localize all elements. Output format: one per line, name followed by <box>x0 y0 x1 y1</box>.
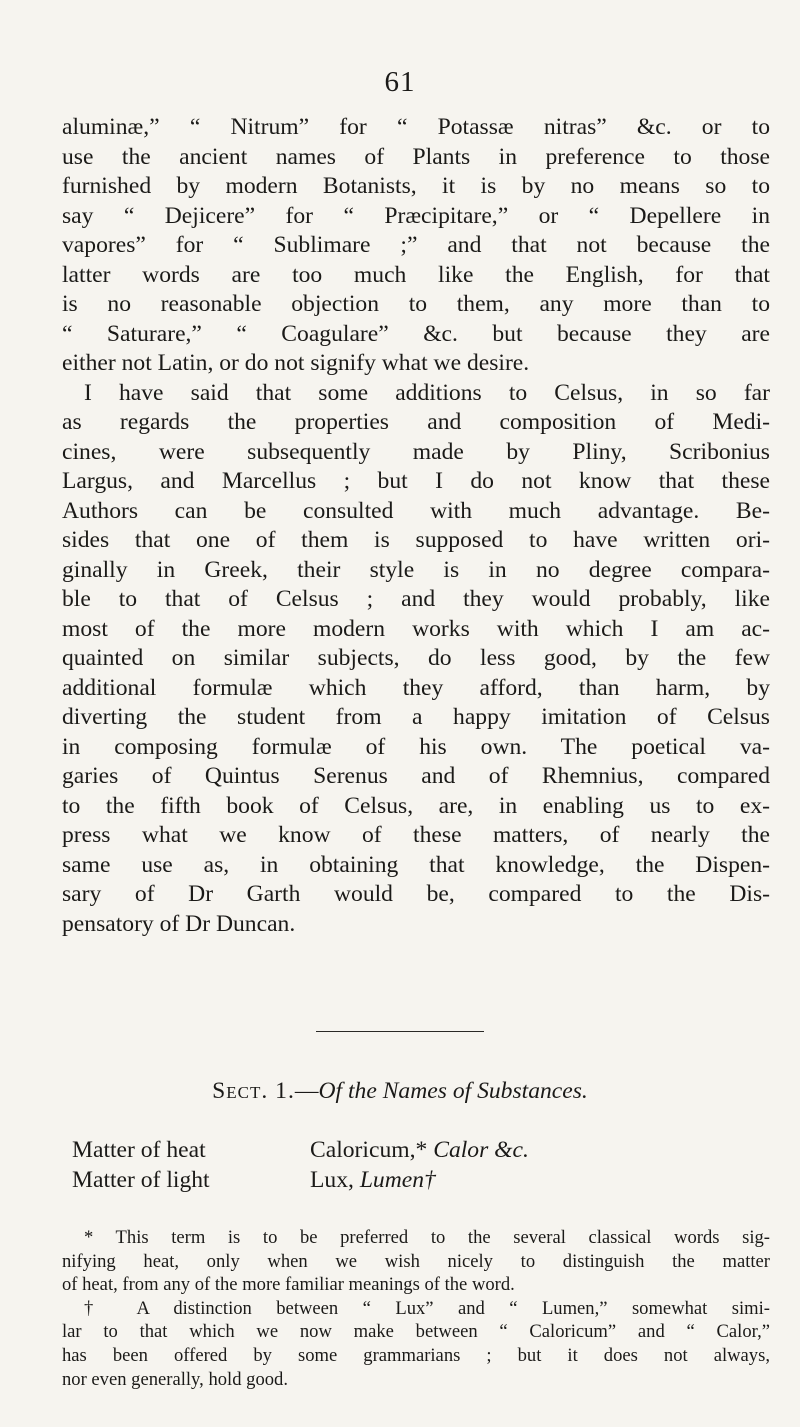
term-name: Matter of heat <box>72 1137 206 1163</box>
body-line: is no reasonable objection to them, any more than to <box>62 291 770 317</box>
body-line: press what we know of these matters, of nearly the <box>62 822 770 848</box>
footnote-line: has been offered by some grammarians ; but it does not always, <box>62 1344 770 1366</box>
body-line: use the ancient names of Plants in preference to those <box>62 143 770 170</box>
body-line: Largus, and Marcellus ; but I do not know that these <box>62 468 770 494</box>
footnote-line: nifying heat, only when we wish nicely to distinguish the matter <box>62 1250 770 1272</box>
body-line: diverting the student from a happy imitation of Celsus <box>62 704 770 730</box>
body-line: to the fifth book of Celsus, are, in enabling us to ex- <box>62 792 770 819</box>
term-row <box>72 1135 529 1165</box>
body-line: say “ Dejicere” for “ Præcipitare,” or “ Depellere in <box>62 202 770 229</box>
section-label: Sect. 1. <box>212 1078 295 1104</box>
body-line: latter words are too much like the English, for that <box>62 261 770 288</box>
body-line: as regards the properties and composition of Medi- <box>62 409 770 435</box>
body-line: I have said that some additions to Celsus, in so far <box>84 379 770 406</box>
body-line: quainted on similar subjects, do less good, by the few <box>62 645 770 671</box>
section-heading <box>0 1078 800 1105</box>
body-line: sary of Dr Garth would be, compared to the Dis- <box>62 881 770 907</box>
term-latin-name: Lux, <box>310 1167 354 1193</box>
body-line: same use as, in obtaining that knowledge, the Dispen- <box>62 851 770 878</box>
body-line: aluminæ,” “ Nitrum” for “ Potassæ nitras” &c. or to <box>62 114 770 140</box>
footnote-line: * This term is to be preferred to the several classical words sig- <box>84 1227 770 1248</box>
body-line: either not Latin, or do not signify what we desire. <box>62 350 530 376</box>
body-line: sides that one of them is supposed to have written ori- <box>62 527 770 553</box>
term-latin <box>310 1135 529 1165</box>
term-latin <box>310 1165 436 1195</box>
section-divider <box>316 1031 484 1032</box>
body-line: ginally in Greek, their style is in no degree compara- <box>62 556 770 583</box>
body-text <box>62 113 770 939</box>
body-line: most of the more modern works with which I am ac- <box>62 615 770 642</box>
section-title: Of the Names of Substances. <box>318 1078 588 1104</box>
section-dash: — <box>294 1078 319 1104</box>
body-line: garies of Quintus Serenus and of Rhemnius, compared <box>62 763 770 789</box>
footnotes <box>62 1226 770 1391</box>
body-line: “ Saturare,” “ Coagulare” &c. but because they are <box>62 320 770 347</box>
term-latin-name: Caloricum,* <box>310 1137 428 1163</box>
body-line: pensatory of Dr Duncan. <box>62 910 296 937</box>
footnote-line: † A distinction between “ Lux” and “ Lumen,” somewhat simi- <box>84 1297 770 1319</box>
page-number: 61 <box>384 66 416 98</box>
footnote-line: lar to that which we now make between “ Caloricum” and “ Calor,” <box>62 1321 770 1343</box>
footnote-line: nor even generally, hold good. <box>62 1368 288 1390</box>
body-line: ble to that of Celsus ; and they would probably, like <box>62 586 770 612</box>
body-line: cines, were subsequently made by Pliny, Scribonius <box>62 438 770 465</box>
body-line: in composing formulæ of his own. The poetical va- <box>62 733 770 760</box>
body-line: Authors can be consulted with much advantage. Be- <box>62 497 770 524</box>
body-line: furnished by modern Botanists, it is by no means so to <box>62 173 770 199</box>
term-alternate: Calor &c. <box>433 1137 529 1163</box>
terms-table <box>72 1135 529 1195</box>
footnote-line: of heat, from any of the more familiar meanings of the word. <box>62 1274 515 1296</box>
term-row <box>72 1165 529 1195</box>
term-alternate: Lumen† <box>359 1167 436 1193</box>
term-name: Matter of light <box>72 1167 210 1193</box>
body-line: vapores” for “ Sublimare ;” and that not because the <box>62 232 770 258</box>
body-line: additional formulæ which they afford, than harm, by <box>62 674 770 701</box>
